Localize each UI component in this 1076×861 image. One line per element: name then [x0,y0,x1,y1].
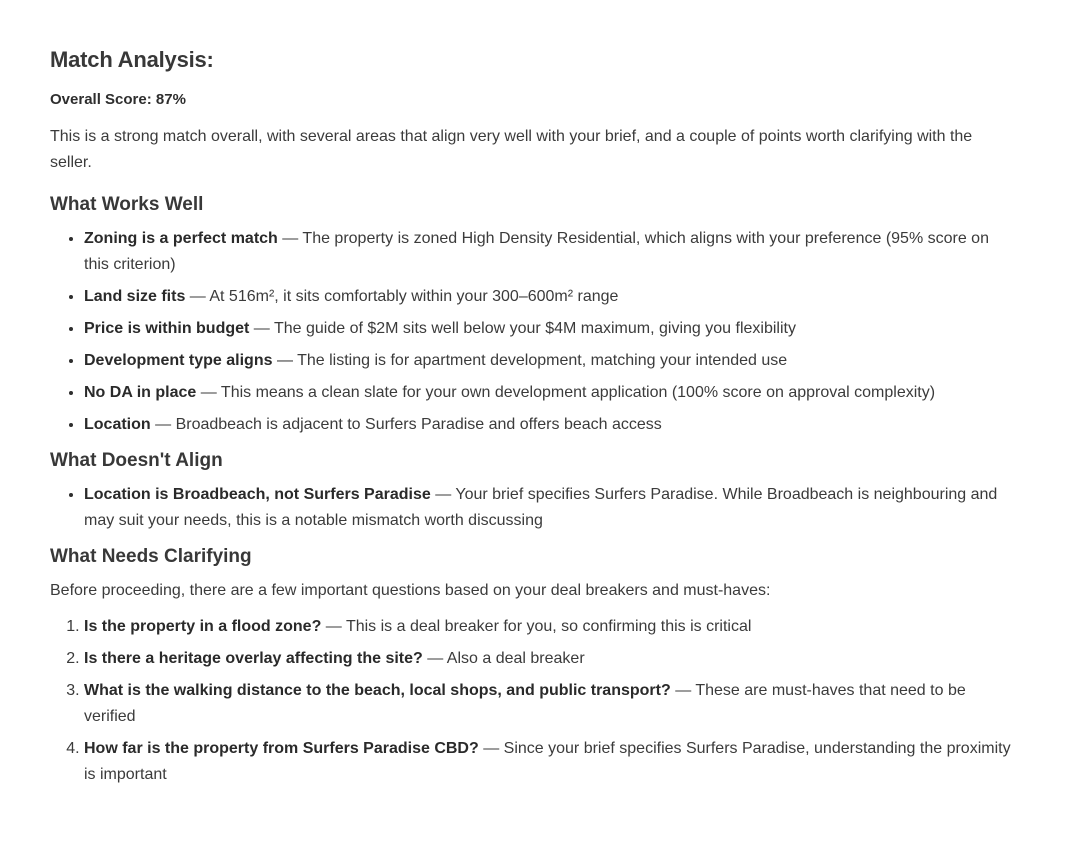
item-text: — At 516m², it sits comfortably within your 300–600m² range [185,288,619,305]
item-label: Is there a heritage overlay affecting the site? [84,650,423,667]
list-item [84,348,1016,374]
item-label: Development type aligns [84,352,273,369]
list-item [84,412,1016,438]
item-label: What is the walking distance to the beach, local shops, and public transport? [84,682,671,699]
item-text: — The guide of $2M sits well below your $4M maximum, giving you flexibility [249,320,796,337]
list-item [84,482,1016,534]
item-label: Land size fits [84,288,186,305]
item-label: How far is the property from Surfers Paradise CBD? [84,740,479,757]
works-well-heading: What Works Well [50,194,204,215]
list-item [84,646,1016,672]
item-label: Location [84,416,151,433]
list-item [84,380,1016,406]
doesnt-align-heading: What Doesn't Align [50,450,223,471]
list-item [84,736,1016,788]
item-label: No DA in place [84,384,197,401]
doesnt-align-list [50,482,1016,534]
item-label: Is the property in a flood zone? [84,618,322,635]
item-label: Location is Broadbeach, not Surfers Paradise [84,486,431,503]
item-text: — The listing is for apartment development, matching your intended use [272,352,788,369]
list-item [84,614,1016,640]
item-text: — The property is zoned High Density Residential, which aligns with your preference (95% score on this criterion) [84,230,989,273]
intro-paragraph: This is a strong match overall, with several areas that align very well with your brief, and a couple of points worth clarifying with the seller. [50,128,973,171]
clarifying-heading: What Needs Clarifying [50,546,252,567]
list-item [84,284,1016,310]
works-well-list [50,226,1016,438]
item-text: — This means a clean slate for your own development application (100% score on approval complexity) [196,384,936,401]
item-text: — Your brief specifies Surfers Paradise. While Broadbeach is neighbouring and may suit your needs, this is a notable mismatch worth discussing [84,486,998,529]
item-text: — Also a deal breaker [422,650,585,667]
item-text: — These are must-haves that need to be verified [84,682,966,725]
item-label: Price is within budget [84,320,250,337]
overall-score: Overall Score: 87% [50,91,186,108]
list-item [84,226,1016,278]
item-label: Zoning is a perfect match [84,230,278,247]
item-text: — Since your brief specifies Surfers Paradise, understanding the proximity is important [84,740,1011,783]
page-title: Match Analysis: [50,47,214,72]
item-text: — Broadbeach is adjacent to Surfers Paradise and offers beach access [150,416,662,433]
clarifying-lead: Before proceeding, there are a few important questions based on your deal breakers and must-haves: [50,582,771,599]
clarifying-list [50,614,1016,788]
list-item [84,316,1016,342]
list-item [84,678,1016,730]
item-text: — This is a deal breaker for you, so confirming this is critical [321,618,752,635]
